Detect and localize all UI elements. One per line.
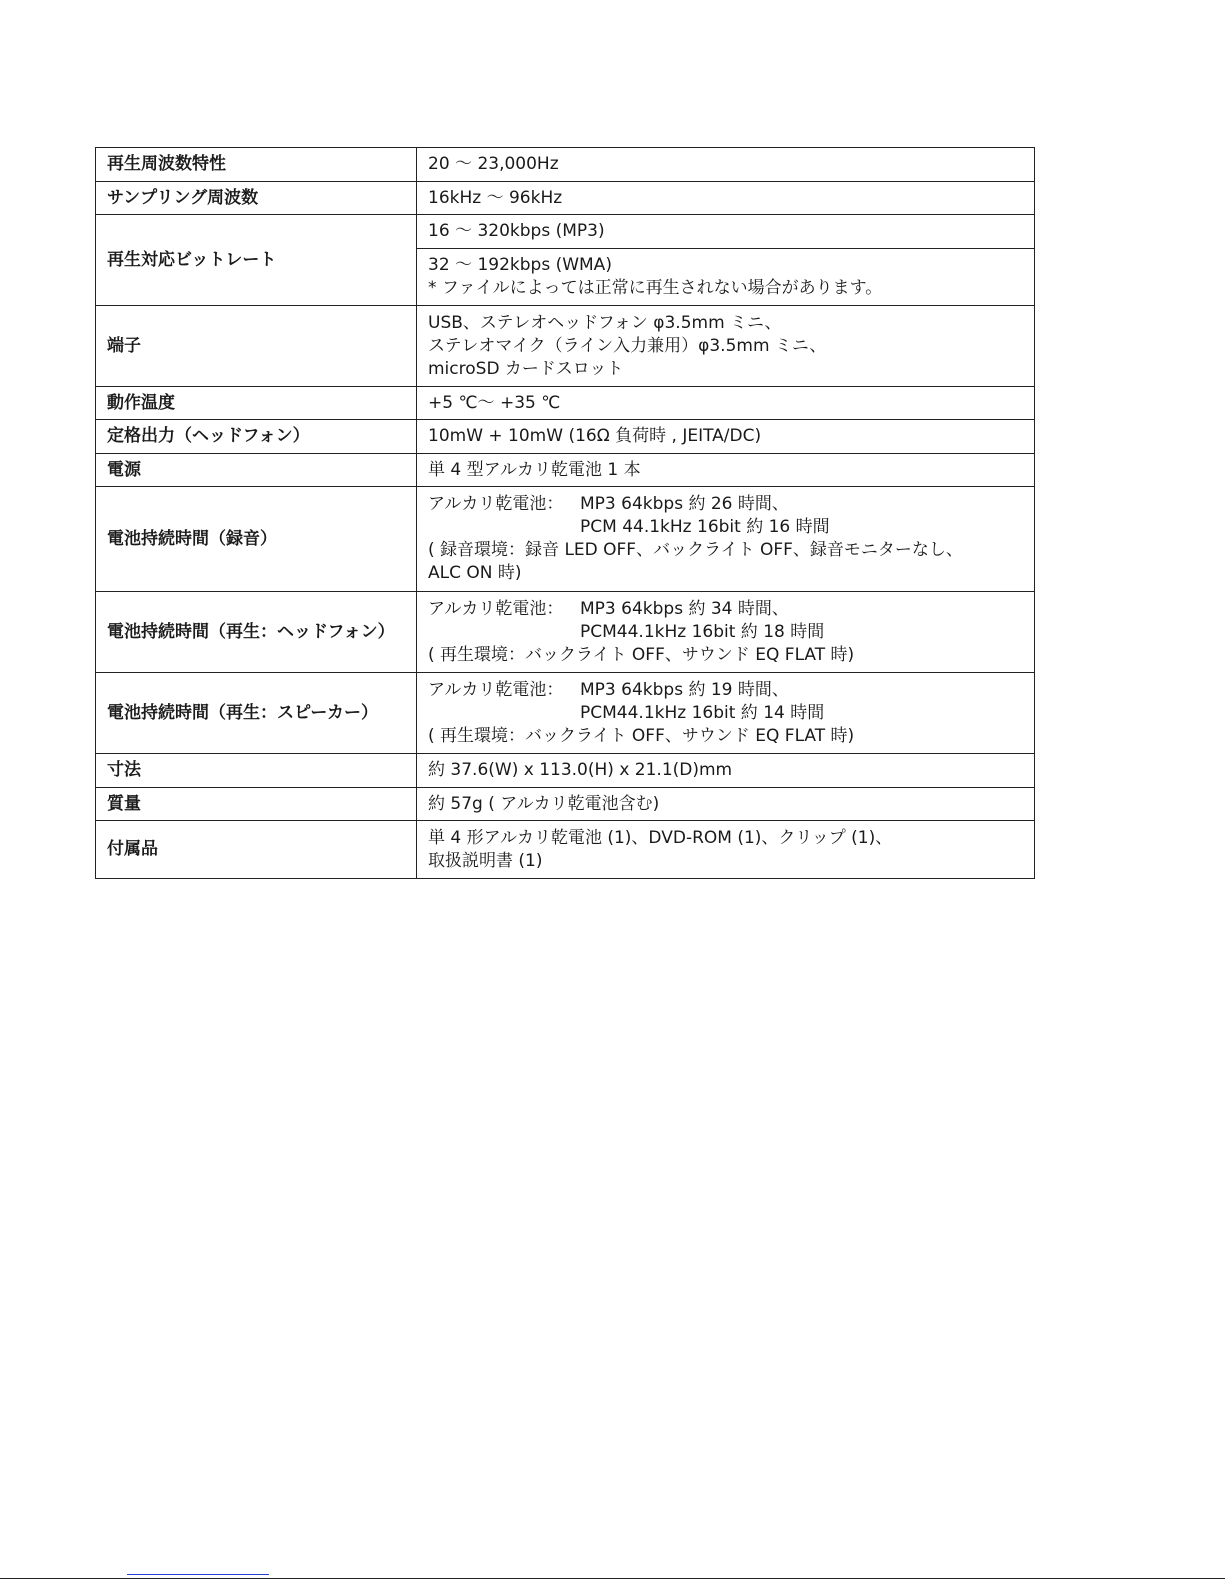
spec-value: 16kHz ～ 96kHz [417,182,1035,215]
spec-label: 動作温度 [96,387,417,420]
battery-condition: ( 録音環境：録音 LED OFF、バックライト OFF、録音モニターなし、 [428,540,963,560]
terminal-line: USB、ステレオヘッドフォン φ3.5mm ミニ、 [428,312,782,333]
table-row [96,387,1035,420]
spec-label: 付属品 [96,821,417,879]
terminal-line: microSD カードスロット [428,358,624,379]
table-row [96,788,1035,821]
battery-condition: ALC ON 時) [428,563,522,583]
spec-label: 電池持続時間（再生：スピーカー） [96,673,417,754]
spec-label: 再生周波数特性 [96,148,417,182]
battery-type: アルカリ乾電池： [428,598,564,619]
spec-value [417,821,1035,879]
battery-type: アルカリ乾電池： [428,494,564,514]
table-row [96,821,1035,879]
spec-value [417,592,1035,673]
spec-value: 16 ～ 320kbps (MP3) [417,215,1035,249]
table-row [96,420,1035,454]
spec-value: +5 ℃～ +35 ℃ [417,387,1035,420]
table-row [96,182,1035,215]
battery-condition: ( 再生環境：バックライト OFF、サウンド EQ FLAT 時) [428,644,855,665]
table-row [96,306,1035,387]
battery-mp3: MP3 64kbps 約 19 時間、 [580,679,789,700]
table-row [96,454,1035,487]
battery-mp3: MP3 64kbps 約 26 時間、 [580,494,789,514]
spec-value [417,306,1035,387]
accessory-line: 取扱説明書 (1) [428,850,543,871]
spec-value: 約 57g ( アルカリ乾電池含む) [417,788,1035,821]
table-row [96,673,1035,754]
spec-value: 20 ～ 23,000Hz [417,148,1035,182]
spec-label: 端子 [96,306,417,387]
battery-pcm: PCM44.1kHz 16bit 約 18 時間 [580,621,825,642]
battery-pcm: PCM 44.1kHz 16bit 約 16 時間 [580,517,830,537]
spec-label: 電池持続時間（録音） [96,487,417,592]
spec-label: サンプリング周波数 [96,182,417,215]
spec-value: 約 37.6(W) x 113.0(H) x 21.1(D)mm [417,754,1035,788]
accessory-line: 単 4 形アルカリ乾電池 (1)、DVD-ROM (1)、クリップ (1)、 [428,827,893,848]
spec-label: 電源 [96,454,417,487]
battery-line [428,679,1023,702]
spec-table [95,147,1035,879]
spec-label: 電池持続時間（再生：ヘッドフォン） [96,592,417,673]
terminal-line: ステレオマイク（ライン入力兼用）φ3.5mm ミニ、 [428,335,827,356]
table-row [96,215,1035,249]
table-row [96,487,1035,592]
table-row [96,592,1035,673]
footer-link-underline [127,1574,269,1575]
spec-value: 単 4 型アルカリ乾電池 1 本 [417,454,1035,487]
spec-label: 再生対応ビットレート [96,215,417,306]
battery-pcm: PCM44.1kHz 16bit 約 14 時間 [580,702,825,723]
spec-value: 10mW + 10mW (16Ω 負荷時 , JEITA/DC) [417,420,1035,454]
spec-label: 寸法 [96,754,417,788]
battery-mp3: MP3 64kbps 約 34 時間、 [580,598,789,619]
spec-value [417,249,1035,306]
footer-divider [0,1578,1225,1579]
table-row [96,148,1035,182]
spec-value [417,487,1035,592]
bitrate-wma: 32 ～ 192kbps (WMA) [428,255,612,275]
bitrate-note: * ファイルによっては正常に再生されない場合があります。 [428,278,883,298]
battery-condition: ( 再生環境：バックライト OFF、サウンド EQ FLAT 時) [428,725,855,746]
spec-value [417,673,1035,754]
spec-label: 定格出力（ヘッドフォン） [96,420,417,454]
battery-type: アルカリ乾電池： [428,679,564,700]
table-row [96,754,1035,788]
battery-line [428,598,1023,621]
battery-line [428,493,1023,516]
spec-label: 質量 [96,788,417,821]
